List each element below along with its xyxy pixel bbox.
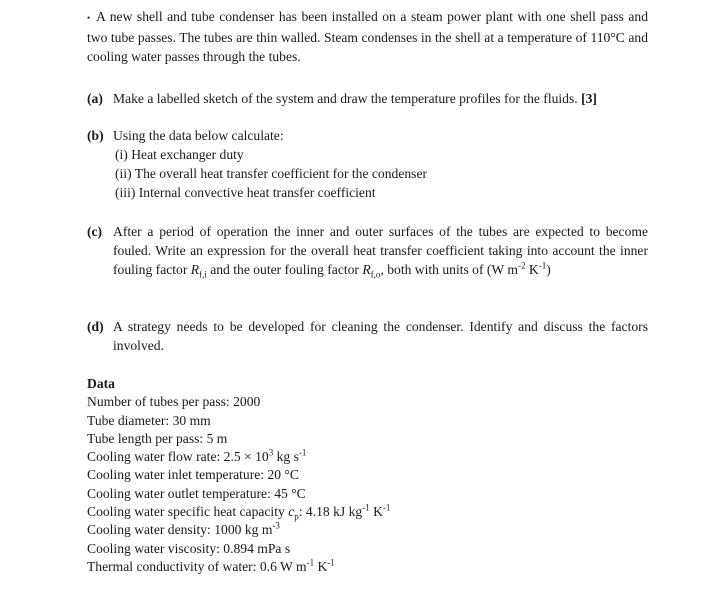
question-b-text: Using the data below calculate: [113, 128, 284, 143]
question-d [87, 317, 648, 355]
data-heading: Data [87, 376, 115, 391]
question-b-item: (iii) Internal convective heat transfer coefficient [115, 185, 376, 200]
question-c-text: After a period of operation the inner and outer surfaces of the tubes are expected to become fouled. Write an expression for the overall heat transfer coefficient taking into account the inner fouling factor $R_{f,i}$ and the outer fouling factor $R_{f,o}$, both with units of (W $m^{-2}$ $K^{-1}$) [113, 224, 648, 280]
question-a-marks: [3] [581, 91, 597, 106]
question-b-item: (i) Heat exchanger duty [115, 147, 244, 162]
data-line: Thermal conductivity of water: 0.6 W $m^{-1}$ $K^{-1}$ [87, 557, 335, 574]
data-line: Cooling water density: 1000 kg $m^{-3}$ [87, 520, 280, 538]
data-section [87, 375, 648, 576]
data-line: Cooling water outlet temperature: 45 °C [87, 485, 306, 501]
data-line: Number of tubes per pass: 2000 [87, 394, 261, 410]
question-d-label: (d) [87, 319, 104, 334]
intro-paragraph [87, 7, 648, 66]
data-line: Cooling water inlet temperature: 20 °C [87, 467, 299, 483]
question-a-text: Make a labelled sketch of the system and draw the temperature profiles for the fluids. [113, 91, 578, 106]
question-b [87, 126, 648, 202]
data-line: Cooling water specific heat capacity $c_p$: 4.18 kJ $kg^{-1}$ $K^{-1}$ [87, 502, 391, 522]
question-d-text: A strategy needs to be developed for cleaning the condenser. Identify and discuss the factors involved. [113, 319, 648, 353]
question-a [87, 89, 648, 108]
data-line: Tube length per pass: 5 m [87, 430, 228, 446]
question-c [87, 222, 648, 279]
intro-text: A new shell and tube condenser has been installed on a steam power plant with one shell pass and two tube passes. The tubes are thin walled. Steam condenses in the shell at a temperature of 110°C and cooling water passes through the tubes. [87, 9, 648, 64]
question-b-label: (b) [87, 128, 104, 143]
question-c-label: (c) [87, 224, 103, 239]
question-b-item: (ii) The overall heat transfer coefficient for the condenser [115, 166, 428, 181]
question-a-label: (a) [87, 91, 103, 106]
data-line: Tube diameter: 30 mm [87, 412, 211, 428]
data-line: Cooling water flow rate: $2.5 \times 10^3$ kg $s^{-1}$ [87, 447, 307, 465]
data-line: Cooling water viscosity: 0.894 mPa s [87, 540, 291, 556]
bullet-icon: • [87, 13, 91, 23]
